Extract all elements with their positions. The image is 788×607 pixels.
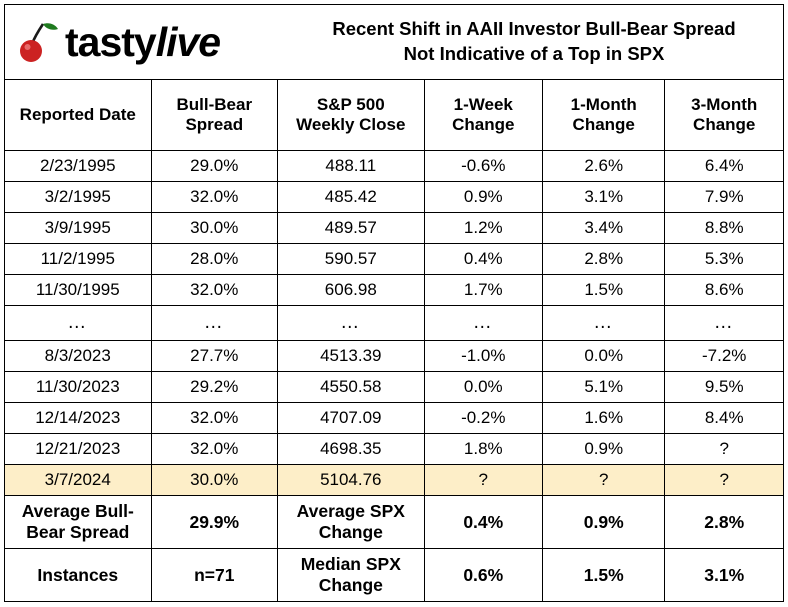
cell-c1: 3/9/1995 [5,213,152,244]
cell-c3: 485.42 [278,182,425,213]
table-row [5,341,784,372]
cell-c3: 489.57 [278,213,425,244]
cell-c1: 8/3/2023 [5,341,152,372]
cell-c5: 1.6% [543,403,665,434]
cherry-icon [19,20,61,64]
table-row [5,403,784,434]
cell-c3: 4550.58 [278,372,425,403]
summary-value: n=71 [151,549,277,602]
cell-c1: … [5,306,152,341]
table-row [5,213,784,244]
cell-c1: 11/30/1995 [5,275,152,306]
cell-c4: 1.2% [424,213,542,244]
cell-c4: 0.9% [424,182,542,213]
cell-c5: 3.1% [543,182,665,213]
cell-c2: 32.0% [151,182,277,213]
cell-c6: 8.4% [665,403,784,434]
title-line-1: Recent Shift in AAII Investor Bull-Bear Spread [332,18,736,40]
brand-live: live [155,18,221,65]
table-row [5,306,784,341]
cell-c2: 30.0% [151,213,277,244]
cell-c4: 1.8% [424,434,542,465]
summary-change-2: 0.9% [543,496,665,549]
cell-c5: ? [543,465,665,496]
summary-label: Average Bull- Bear Spread [5,496,152,549]
cell-c5: 2.6% [543,151,665,182]
title-line-2: Not Indicative of a Top in SPX [403,43,665,64]
cell-c2: 30.0% [151,465,277,496]
header-row [5,5,784,80]
table-row [5,465,784,496]
cell-c6: 8.8% [665,213,784,244]
cell-c2: 29.0% [151,151,277,182]
page-title [295,17,783,67]
column-header-row [5,80,784,151]
cell-c2: 32.0% [151,434,277,465]
brand-logo [5,20,295,64]
cell-c6: ? [665,434,784,465]
cell-c2: 27.7% [151,341,277,372]
table-row [5,244,784,275]
cell-c3: 4707.09 [278,403,425,434]
cell-c6: -7.2% [665,341,784,372]
cell-c4: -0.2% [424,403,542,434]
cell-c1: 12/21/2023 [5,434,152,465]
cell-c4: ? [424,465,542,496]
cell-c3: 488.11 [278,151,425,182]
table-figure [0,4,788,607]
cell-c4: 0.4% [424,244,542,275]
column-header-6: 3-Month Change [665,80,784,151]
column-header-3: S&P 500 Weekly Close [278,80,425,151]
column-header-4: 1-Week Change [424,80,542,151]
brand-tasty: tasty [65,18,156,65]
table-row [5,434,784,465]
summary-change-3: 2.8% [665,496,784,549]
cell-c2: … [151,306,277,341]
cell-c6: 7.9% [665,182,784,213]
table-row [5,151,784,182]
cell-c6: 5.3% [665,244,784,275]
summary-change-1: 0.4% [424,496,542,549]
table-row [5,182,784,213]
cell-c2: 32.0% [151,403,277,434]
cell-c1: 11/2/1995 [5,244,152,275]
summary-row [5,549,784,602]
cell-c5: 2.8% [543,244,665,275]
summary-value: 29.9% [151,496,277,549]
cell-c5: 0.9% [543,434,665,465]
column-header-1: Reported Date [5,80,152,151]
cell-c6: 8.6% [665,275,784,306]
cell-c1: 3/2/1995 [5,182,152,213]
summary-label: Instances [5,549,152,602]
cell-c3: … [278,306,425,341]
cell-c5: … [543,306,665,341]
cell-c3: 5104.76 [278,465,425,496]
summary-change-2: 1.5% [543,549,665,602]
cell-c1: 3/7/2024 [5,465,152,496]
summary-mid-label: Average SPX Change [278,496,425,549]
cell-c5: 5.1% [543,372,665,403]
cell-c3: 590.57 [278,244,425,275]
brand-wordmark [65,18,221,65]
cell-c5: 0.0% [543,341,665,372]
summary-change-3: 3.1% [665,549,784,602]
cell-c4: -1.0% [424,341,542,372]
cell-c6: ? [665,465,784,496]
column-header-2: Bull-Bear Spread [151,80,277,151]
summary-mid-label: Median SPX Change [278,549,425,602]
cell-c4: -0.6% [424,151,542,182]
cell-c2: 28.0% [151,244,277,275]
cell-c6: … [665,306,784,341]
cell-c6: 9.5% [665,372,784,403]
table-row [5,372,784,403]
cell-c3: 606.98 [278,275,425,306]
cell-c4: … [424,306,542,341]
cell-c5: 1.5% [543,275,665,306]
cell-c1: 11/30/2023 [5,372,152,403]
cell-c1: 12/14/2023 [5,403,152,434]
figure-header [5,5,784,80]
cell-c4: 1.7% [424,275,542,306]
table-row [5,275,784,306]
cell-c4: 0.0% [424,372,542,403]
column-header-5: 1-Month Change [543,80,665,151]
cell-c6: 6.4% [665,151,784,182]
cell-c1: 2/23/1995 [5,151,152,182]
cell-c3: 4698.35 [278,434,425,465]
cell-c5: 3.4% [543,213,665,244]
cell-c2: 29.2% [151,372,277,403]
summary-change-1: 0.6% [424,549,542,602]
summary-row [5,496,784,549]
cell-c2: 32.0% [151,275,277,306]
cell-c3: 4513.39 [278,341,425,372]
data-table [4,4,784,602]
